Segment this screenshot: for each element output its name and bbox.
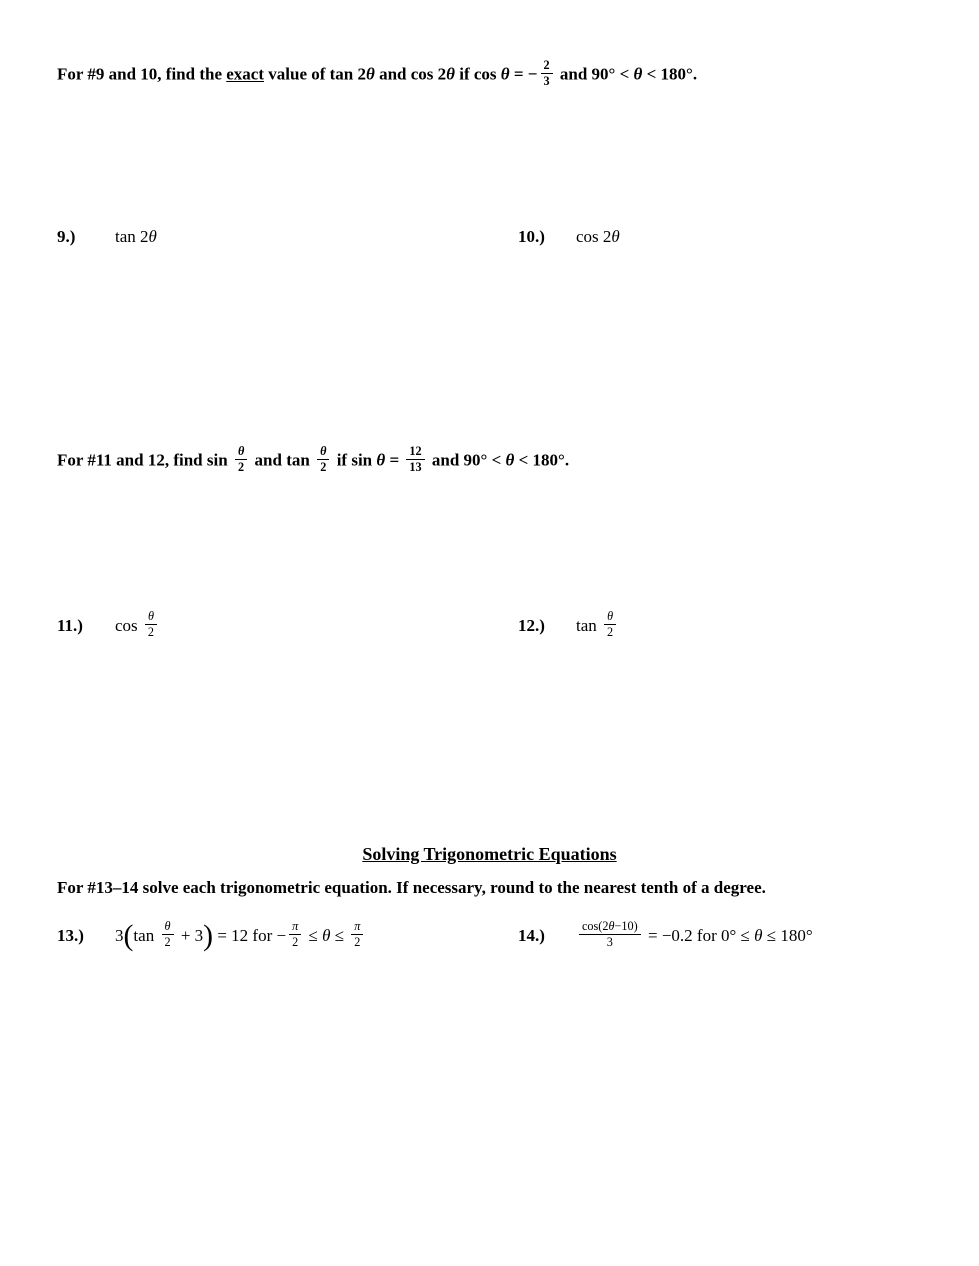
problem-14-number: 14.) bbox=[518, 925, 545, 945]
problem-11 bbox=[57, 611, 160, 643]
section-heading-text: Solving Trigonometric Equations bbox=[362, 844, 617, 864]
problem-9-number: 9.) bbox=[57, 227, 76, 246]
problem-9 bbox=[57, 227, 157, 247]
problem-13-expression: 3(tan $\frac{\theta}{2}$ + 3) = 12 for − $\frac{\pi}{2}$ ≤ θ ≤ $\frac{\pi}{2}$ bbox=[115, 926, 366, 945]
problem-10-number: 10.) bbox=[518, 227, 545, 246]
instruction-problems-11-12: For #11 and 12, find sin $\frac{\theta}{2}$ and tan $\frac{\theta}{2}$ if sin θ = $\frac{12}{13}$ and 90° < θ < 180°. bbox=[57, 444, 570, 475]
problem-10-expression: cos 2θ bbox=[576, 227, 620, 246]
problem-13-number: 13.) bbox=[57, 925, 84, 945]
problem-14-expression: $\frac{\cos(2\theta-10)}{3}$ = −0.2 for 0° ≤ θ ≤ 180° bbox=[576, 926, 813, 945]
problem-14 bbox=[518, 921, 813, 953]
problem-12 bbox=[518, 611, 619, 643]
problem-10 bbox=[518, 227, 620, 247]
section-heading bbox=[0, 844, 979, 865]
problem-13 bbox=[57, 918, 366, 953]
problem-9-expression: tan 2θ bbox=[115, 227, 157, 246]
problem-12-number: 12.) bbox=[518, 615, 545, 635]
instruction-problems-13-14: For #13–14 solve each trigonometric equation. If necessary, round to the nearest tenth of a degree. bbox=[57, 878, 766, 897]
problem-11-expression: cos $\frac{\theta}{2}$ bbox=[115, 616, 160, 635]
instruction-problems-9-10: For #9 and 10, find the exact value of tan 2θ and cos 2θ if cos θ = − $\frac{2}{3}$ and 90° < θ < 180°. bbox=[57, 58, 698, 89]
problem-11-number: 11.) bbox=[57, 615, 83, 635]
problem-12-expression: tan $\frac{\theta}{2}$ bbox=[576, 616, 619, 635]
